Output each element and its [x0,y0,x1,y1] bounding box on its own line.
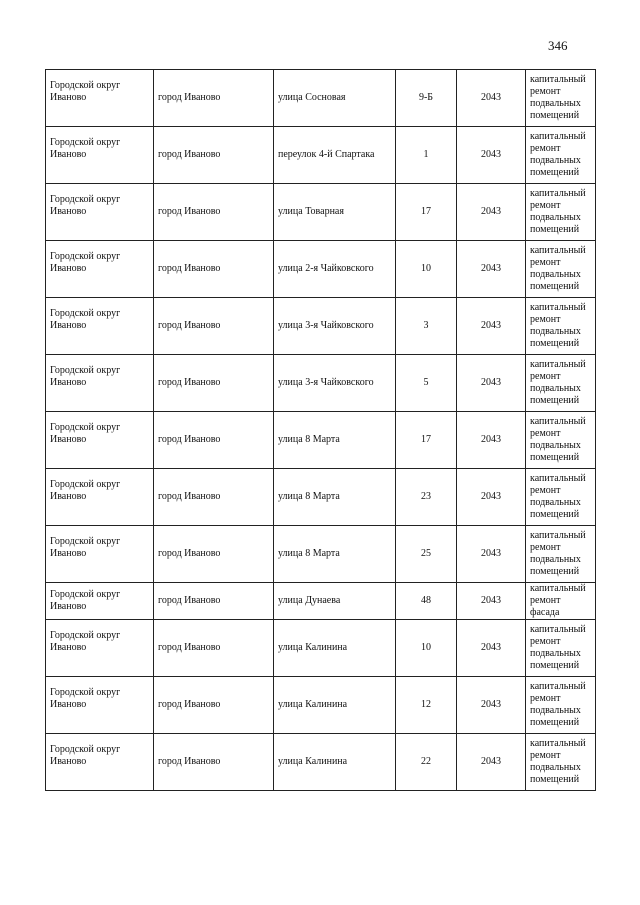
work-type-cell: капитальный ремонт подвальных помещений [526,184,596,241]
table-row [46,184,596,241]
city-cell: город Иваново [154,241,274,298]
year-cell: 2043 [457,620,526,677]
street-cell: улица Калинина [274,677,396,734]
year-cell: 2043 [457,734,526,791]
street-cell: улица 8 Марта [274,469,396,526]
city-cell: город Иваново [154,526,274,583]
work-type-cell: капитальный ремонт подвальных помещений [526,127,596,184]
year-cell: 2043 [457,127,526,184]
year-cell: 2043 [457,241,526,298]
street-cell: улица 3-я Чайковского [274,355,396,412]
table-row [46,412,596,469]
table-row [46,298,596,355]
district-cell: Городской округ Иваново [46,127,154,184]
district-cell: Городской округ Иваново [46,184,154,241]
page-number: 346 [548,38,568,53]
house-cell: 10 [396,241,457,298]
district-cell: Городской округ Иваново [46,355,154,412]
work-type-cell: капитальный ремонт подвальных помещений [526,526,596,583]
street-cell: улица Сосновая [274,70,396,127]
district-cell: Городской округ Иваново [46,526,154,583]
house-cell: 5 [396,355,457,412]
house-cell: 12 [396,677,457,734]
work-type-cell: капитальный ремонт подвальных помещений [526,734,596,791]
work-type-cell: капитальный ремонт подвальных помещений [526,241,596,298]
table-row [46,241,596,298]
city-cell: город Иваново [154,70,274,127]
work-type-cell: капитальный ремонт подвальных помещений [526,70,596,127]
district-cell: Городской округ Иваново [46,583,154,620]
city-cell: город Иваново [154,583,274,620]
district-cell: Городской округ Иваново [46,469,154,526]
work-type-cell: капитальный ремонт подвальных помещений [526,469,596,526]
table-row [46,526,596,583]
year-cell: 2043 [457,469,526,526]
work-type-cell: капитальный ремонт подвальных помещений [526,620,596,677]
house-cell: 10 [396,620,457,677]
house-cell: 48 [396,583,457,620]
district-cell: Городской округ Иваново [46,412,154,469]
house-cell: 17 [396,412,457,469]
city-cell: город Иваново [154,734,274,791]
street-cell: улица 8 Марта [274,526,396,583]
work-type-cell: капитальный ремонт фасада [526,583,596,620]
table-row [46,469,596,526]
repair-schedule-table [45,69,596,791]
year-cell: 2043 [457,70,526,127]
table-row [46,127,596,184]
year-cell: 2043 [457,677,526,734]
city-cell: город Иваново [154,355,274,412]
street-cell: улица Дунаева [274,583,396,620]
street-cell: улица Калинина [274,620,396,677]
table-row [46,677,596,734]
city-cell: город Иваново [154,620,274,677]
district-cell: Городской округ Иваново [46,677,154,734]
year-cell: 2043 [457,583,526,620]
city-cell: город Иваново [154,469,274,526]
house-cell: 1 [396,127,457,184]
district-cell: Городской округ Иваново [46,241,154,298]
house-cell: 25 [396,526,457,583]
district-cell: Городской округ Иваново [46,298,154,355]
table-row [46,70,596,127]
work-type-cell: капитальный ремонт подвальных помещений [526,298,596,355]
street-cell: улица Товарная [274,184,396,241]
year-cell: 2043 [457,298,526,355]
district-cell: Городской округ Иваново [46,70,154,127]
year-cell: 2043 [457,355,526,412]
table-row [46,355,596,412]
street-cell: улица 3-я Чайковского [274,298,396,355]
house-cell: 9-Б [396,70,457,127]
work-type-cell: капитальный ремонт подвальных помещений [526,412,596,469]
work-type-cell: капитальный ремонт подвальных помещений [526,355,596,412]
street-cell: переулок 4-й Спартака [274,127,396,184]
street-cell: улица 8 Марта [274,412,396,469]
city-cell: город Иваново [154,127,274,184]
district-cell: Городской округ Иваново [46,734,154,791]
house-cell: 22 [396,734,457,791]
street-cell: улица 2-я Чайковского [274,241,396,298]
house-cell: 17 [396,184,457,241]
house-cell: 23 [396,469,457,526]
table-row [46,734,596,791]
city-cell: город Иваново [154,677,274,734]
city-cell: город Иваново [154,412,274,469]
year-cell: 2043 [457,412,526,469]
city-cell: город Иваново [154,184,274,241]
work-type-cell: капитальный ремонт подвальных помещений [526,677,596,734]
house-cell: 3 [396,298,457,355]
year-cell: 2043 [457,526,526,583]
table-row [46,583,596,620]
city-cell: город Иваново [154,298,274,355]
street-cell: улица Калинина [274,734,396,791]
district-cell: Городской округ Иваново [46,620,154,677]
table-row [46,620,596,677]
year-cell: 2043 [457,184,526,241]
